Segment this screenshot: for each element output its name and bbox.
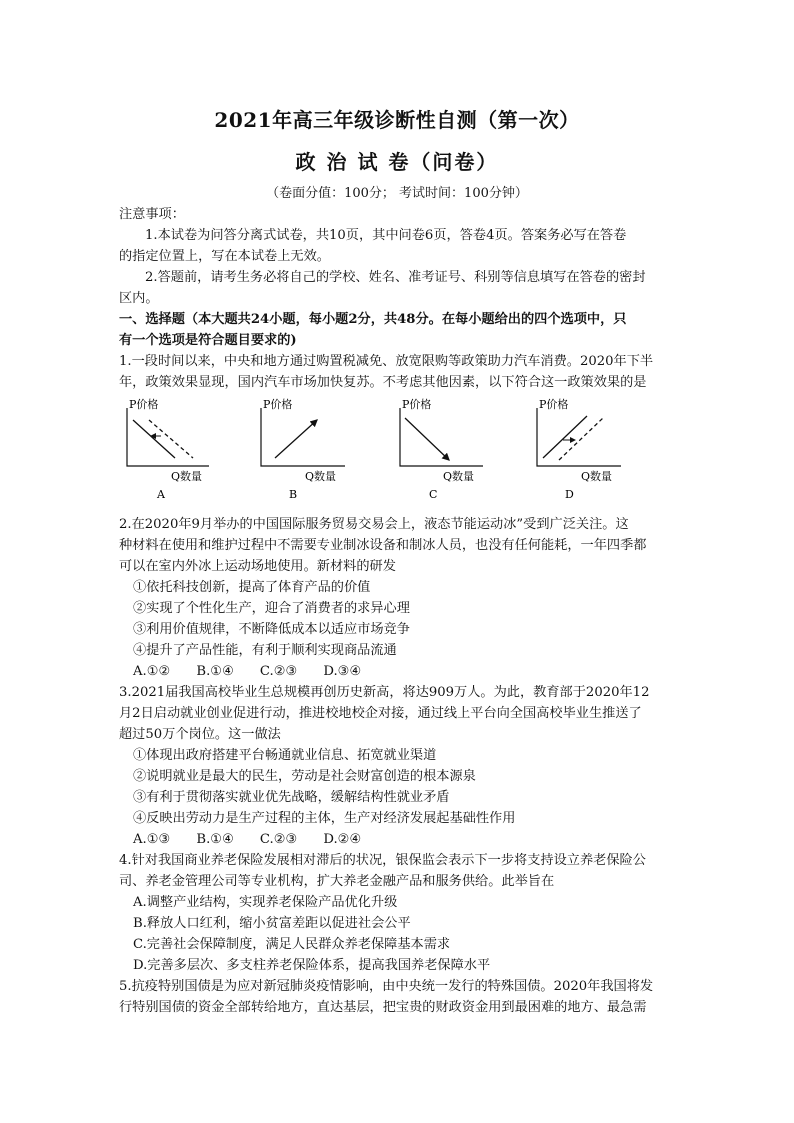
exam-subtitle: 政 治 试 卷（问卷） (295, 150, 499, 174)
question-4-option[interactable]: B.释放人口红利，缩小贫富差距以促进社会公平 (133, 916, 411, 931)
option-a[interactable]: A.①② (133, 664, 171, 679)
graph-a-curve (133, 420, 175, 458)
graph-a-xlabel: Q数量 (171, 470, 203, 483)
graph-a (127, 397, 209, 501)
note-line: 的指定位置上，写在本试卷上无效。 (119, 249, 330, 264)
exam-meta: （卷面分值：100分； 考试时间：100分钟） (266, 186, 528, 201)
question-2-item: ②实现了个性化生产，迎合了消费者的求异心理 (133, 601, 410, 616)
question-4-option[interactable]: A.调整产业结构，实现养老保险产品优化升级 (133, 895, 398, 910)
question-2-options (119, 661, 675, 682)
graph-c-axes (400, 408, 483, 466)
option-c[interactable]: C.②③ (259, 664, 298, 679)
graph-d-ylabel: P价格 (539, 398, 569, 411)
question-3-text: 月2日启动就业创业促进行动，推进校地校企对接，通过线上平台向全国高校毕业生推送了 (119, 706, 642, 721)
question-2-item: ③利用价值规律，不断降低成本以适应市场竞争 (133, 622, 410, 637)
section-heading: 一、选择题（本大题共24小题，每小题2分，共48分。在每小题给出的四个选项中，只 (119, 312, 627, 327)
question-4-option[interactable]: C.完善社会保障制度，满足人民群众养老保障基本需求 (133, 937, 451, 952)
graph-c-xlabel: Q数量 (443, 470, 475, 483)
question-1-text: 1.一段时间以来，中央和地方通过购置税减免、放宽限购等政策助力汽车消费。2020年下半 (119, 354, 654, 369)
notes-block (119, 204, 675, 393)
question-1-text: 年，政策效果显现，国内汽车市场加快复苏。不考虑其他因素，以下符合这一政策效果的是 (119, 375, 647, 390)
question-1-graphs (119, 396, 675, 506)
questions-block (119, 514, 675, 1018)
graph-b-option: B (289, 488, 298, 501)
question-3-text: 3.2021届我国高校毕业生总规模再创历史新高，将达909万人。为此，教育部于2020年12 (119, 685, 650, 700)
option-b[interactable]: B.①④ (196, 664, 234, 679)
option-b[interactable]: B.①④ (196, 832, 234, 847)
graph-a-curve-shifted (149, 420, 193, 458)
question-4-option[interactable]: D.完善多层次、多支柱养老保险体系，提高我国养老保障水平 (133, 958, 491, 973)
note-line: 1.本试卷为问答分离式试卷，共10页，其中问卷6页，答卷4页。答案务必写在答卷 (145, 228, 627, 243)
question-2-item: ④提升了产品性能，有利于顺利实现商品流通 (133, 643, 397, 658)
question-2-text: 种材料在使用和维护过程中不需要专业制冰设备和制冰人员，也没有任何能耗，一年四季都 (119, 538, 647, 553)
graph-b-curve (275, 420, 317, 458)
question-3-text: 超过50万个岗位。这一做法 (119, 727, 281, 742)
graph-d-curve-shifted (559, 418, 603, 460)
graph-b-ylabel: P价格 (263, 398, 293, 411)
graph-c (400, 397, 483, 501)
section-heading: 有一个选项是符合题目要求的) (119, 333, 297, 348)
note-line: 2.答题前，请考生务必将自己的学校、姓名、准考证号、科别等信息填写在答卷的密封 (145, 270, 646, 285)
option-d[interactable]: D.②④ (323, 832, 362, 847)
question-5-text: 行特别国债的资金全部转给地方，直达基层，把宝贵的财政资金用到最困难的地方、最急需 (119, 1000, 647, 1015)
notes-heading: 注意事项： (119, 207, 185, 222)
question-2-item: ①依托科技创新，提高了体育产品的价值 (133, 580, 371, 595)
graph-b-xlabel: Q数量 (305, 470, 337, 483)
question-4-text: 司、养老金管理公司等专业机构，扩大养老金融产品和服务供给。此举旨在 (119, 874, 555, 889)
question-3-item: ①体现出政府搭建平台畅通就业信息、拓宽就业渠道 (133, 748, 437, 763)
question-2-text: 2.在2020年9月举办的中国国际服务贸易交易会上，液态节能运动冰”受到广泛关注。这 (119, 517, 629, 532)
graph-a-ylabel: P价格 (129, 398, 159, 411)
graph-d-axes (537, 408, 621, 466)
option-a[interactable]: A.①③ (133, 832, 171, 847)
graph-d-curve (543, 416, 587, 458)
question-3-item: ③有利于贯彻落实就业优先战略，缓解结构性就业矛盾 (133, 790, 450, 805)
graph-c-curve (405, 418, 449, 460)
option-c[interactable]: C.②③ (259, 832, 298, 847)
graph-d-xlabel: Q数量 (581, 470, 613, 483)
question-3-options (119, 829, 675, 850)
question-2-text: 可以在室内外冰上运动场地使用。新材料的研发 (119, 559, 396, 574)
graph-d (537, 397, 621, 501)
graph-c-option: C (429, 488, 438, 501)
exam-title: 2021年高三年级诊断性自测（第一次） (214, 108, 580, 132)
graph-c-ylabel: P价格 (402, 398, 432, 411)
option-d[interactable]: D.③④ (323, 664, 362, 679)
question-3-item: ④反映出劳动力是生产过程的主体，生产对经济发展起基础性作用 (133, 811, 516, 826)
question-3-item: ②说明就业是最大的民生，劳动是社会财富创造的根本源泉 (133, 769, 476, 784)
graph-a-axes (127, 408, 209, 466)
graph-b-axes (261, 408, 345, 466)
note-line: 区内。 (119, 291, 159, 306)
graph-b (261, 397, 345, 501)
graph-a-option: A (157, 488, 165, 501)
question-5-text: 5.抗疫特别国债是为应对新冠肺炎疫情影响，由中央统一发行的特殊国债。2020年我国将发 (119, 979, 654, 994)
graphs-svg (119, 396, 675, 506)
question-4-text: 4.针对我国商业养老保险发展相对滞后的状况，银保监会表示下一步将支持设立养老保险公 (119, 853, 646, 868)
graph-d-option: D (565, 488, 574, 501)
